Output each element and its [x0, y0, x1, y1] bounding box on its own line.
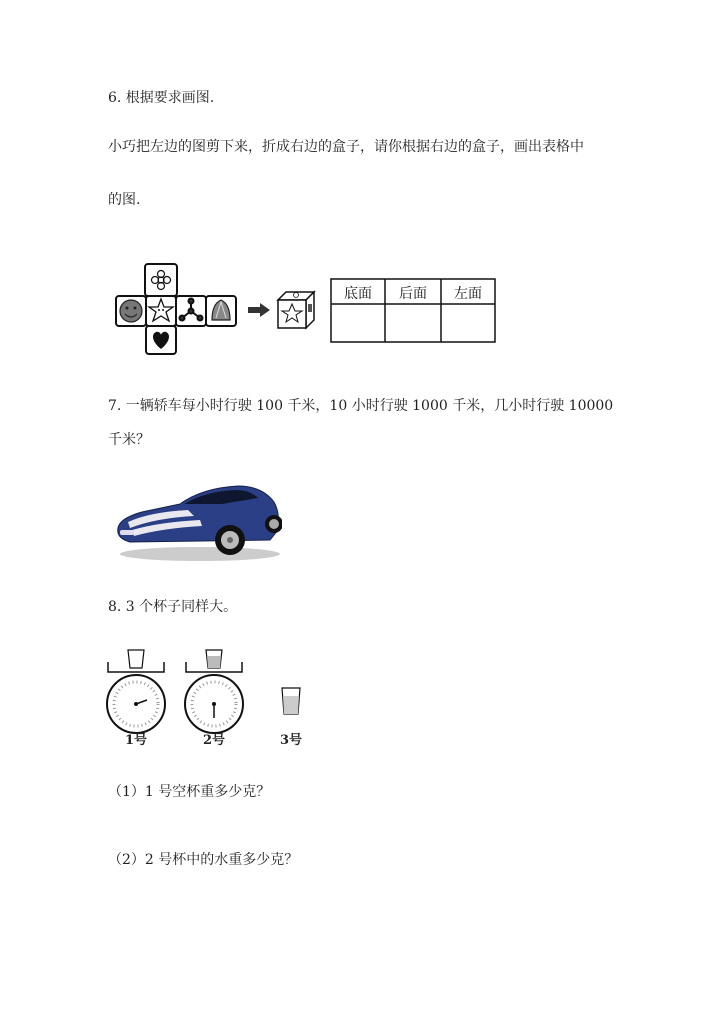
- scale-label-3: 3号: [279, 733, 303, 748]
- q6-text-line2: 的图.: [108, 192, 141, 208]
- table-header-back: 后面: [399, 286, 427, 302]
- q8-sub2: （2）2 号杯中的水重多少克？: [108, 852, 299, 868]
- scale-label-2: 2号: [202, 733, 226, 748]
- scale-2: [185, 650, 243, 733]
- smiley-icon: [120, 300, 142, 322]
- q8-title: 8. 3 个杯子同样大。: [108, 599, 238, 615]
- cube-icon: [278, 292, 314, 328]
- q6-title: 6. 根据要求画图.: [108, 90, 215, 106]
- table-header-left: 左面: [454, 286, 482, 302]
- q6-text-line1: 小巧把左边的图剪下来，折成右边的盒子，请你根据右边的盒子，画出表格中: [108, 139, 584, 155]
- table-header-bottom: 底面: [344, 286, 372, 302]
- q8-scales-figure: [104, 644, 314, 748]
- scale-label-1: 1号: [124, 733, 148, 748]
- q7-text-line1: 7. 一辆轿车每小时行驶 100 千米，10 小时行驶 1000 千米，几小时行驶 10000: [108, 398, 614, 414]
- q8-sub1: （1）1 号空杯重多少克？: [108, 784, 271, 800]
- q7-text-line2: 千米？: [108, 432, 150, 448]
- arrow-icon: [248, 303, 270, 317]
- q6-figure: [112, 260, 502, 360]
- scale-1: [107, 650, 165, 733]
- sports-car-image: [110, 478, 282, 564]
- cup-3: [282, 688, 300, 714]
